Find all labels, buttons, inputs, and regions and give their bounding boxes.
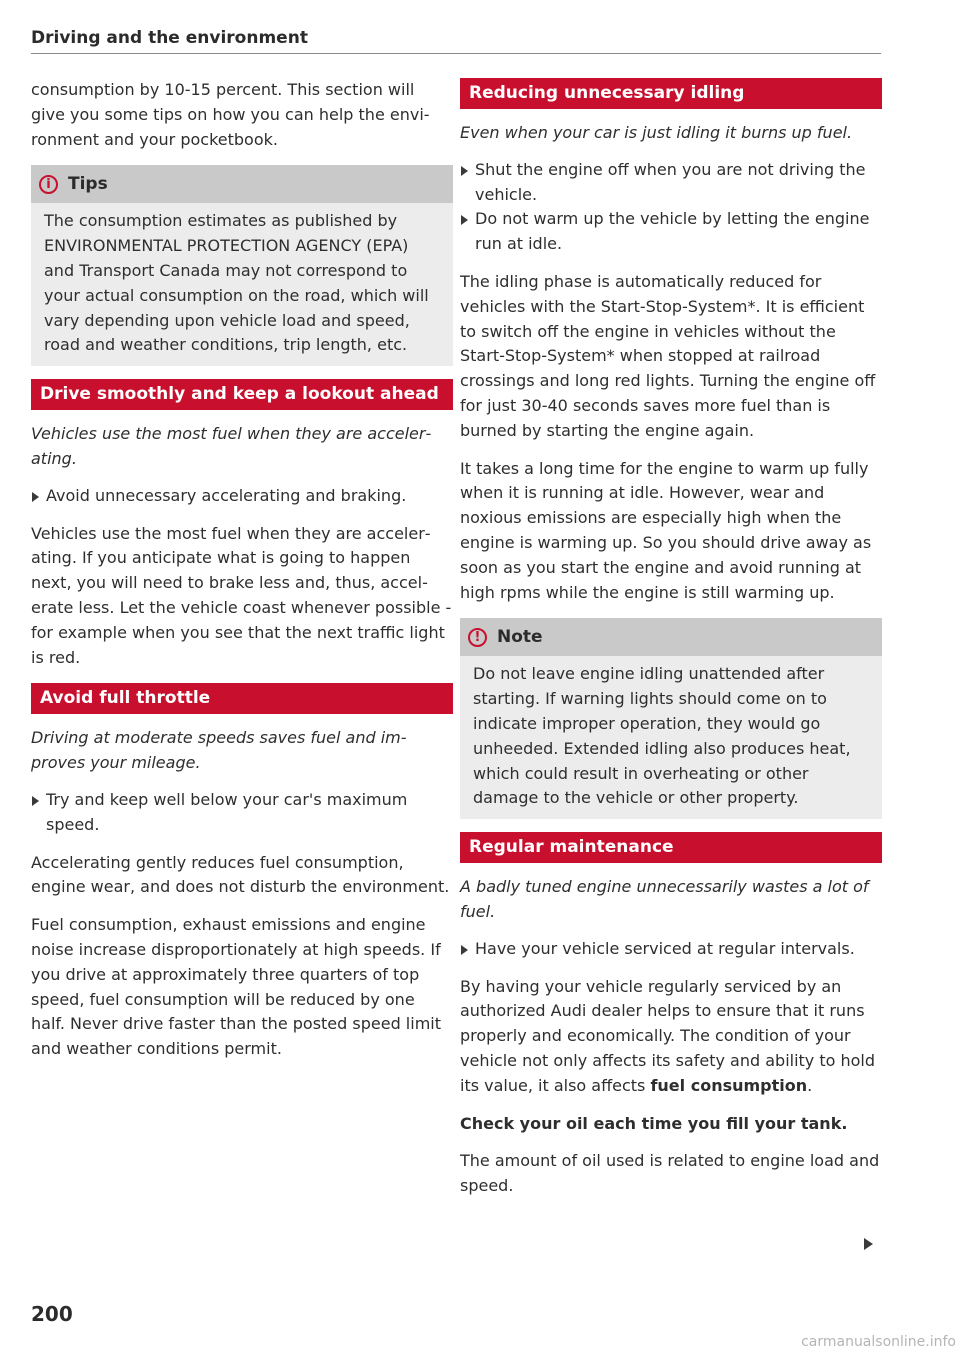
maintenance-paragraph xyxy=(460,975,882,1099)
note-text: Do not leave engine idling unattended after starting. If warning lights should come on to indicate improper operation, they would go unheeded. Extended idling also produces heat, which could result in overheating or other damage to the vehicle or other property. xyxy=(473,664,851,808)
heading-regular-maintenance: Regular maintenance xyxy=(460,832,882,863)
continued-arrow-icon xyxy=(864,1238,873,1250)
tips-box xyxy=(31,165,453,366)
bullet-text: Try and keep well below your car's maximum speed. xyxy=(46,789,408,834)
drive-smoothly-paragraph: Vehicles use the most fuel when they are accelerating. If you anticipate what is going to happen next, you will need to brake less and, thus, accelerate less. Let the vehicle coast whenever possible - for example when you see that the next traffic light is red. xyxy=(31,523,452,667)
list-item xyxy=(31,484,453,509)
note-box xyxy=(460,618,882,819)
section-header: Driving and the environment xyxy=(31,28,308,48)
bullet-text: Do not warm up the vehicle by letting the engine run at idle. xyxy=(475,209,870,254)
tips-title: Tips xyxy=(68,174,108,195)
check-oil-heading: Check your oil each time you fill your tank. xyxy=(460,1113,848,1133)
bullet-arrow-icon xyxy=(461,166,468,176)
note-title: Note xyxy=(497,627,543,648)
idling-paragraph-1: The idling phase is automatically reduced for vehicles with the Start-Stop-System*. It is efficient to switch off the engine in vehicles without the Start-Stop-System* when stopped at railroad crossings and long red lights. Turning the engine off for just 30-40 seconds saves more fuel than is burned by starting the engine again. xyxy=(460,271,876,440)
maintenance-intro: A badly tuned engine unnecessarily wastes a lot of fuel. xyxy=(460,877,869,921)
list-item xyxy=(460,937,882,962)
maintenance-text: By having your vehicle regularly serviced by an authorized Audi dealer helps to ensure that it runs properly and economically. The condition of your vehicle not only affects its safety and ability to hold its value, it also affects xyxy=(460,976,876,1095)
header-divider xyxy=(31,53,881,54)
bullet-text: Have your vehicle serviced at regular intervals. xyxy=(475,938,855,958)
note-box-header xyxy=(460,618,882,656)
bullet-arrow-icon xyxy=(32,796,39,806)
list-item xyxy=(31,788,453,838)
bullet-arrow-icon xyxy=(461,945,468,955)
tips-box-header xyxy=(31,165,453,203)
bullet-text: Shut the engine off when you are not driving the vehicle. xyxy=(475,159,866,204)
exclamation-icon: ! xyxy=(468,628,487,647)
list-item xyxy=(460,158,882,208)
tips-text: The consumption estimates as published by ENVIRONMENTAL PROTECTION AGENCY (EPA) and Transport Canada may not correspond to your actual consumption on the road, which will vary depending upon vehicle load and speed, road and weather conditions, trip length, etc. xyxy=(44,211,429,355)
info-icon: i xyxy=(39,175,58,194)
heading-avoid-full-throttle: Avoid full throttle xyxy=(31,683,453,714)
right-column xyxy=(460,78,882,1212)
intro-paragraph: consumption by 10-15 percent. This section will give you some tips on how you can help the environment and your pocketbook. xyxy=(31,80,430,149)
drive-smoothly-intro: Vehicles use the most fuel when they are accelerating. xyxy=(31,424,432,468)
oil-paragraph: The amount of oil used is related to engine load and speed. xyxy=(460,1151,880,1196)
heading-drive-smoothly: Drive smoothly and keep a lookout ahead xyxy=(31,379,453,410)
watermark: carmanualsonline.info xyxy=(801,1334,956,1350)
page-number: 200 xyxy=(31,1302,73,1326)
bullet-arrow-icon xyxy=(32,492,39,502)
heading-reducing-idling: Reducing unnecessary idling xyxy=(460,78,882,109)
maintenance-bold-text: fuel consumption xyxy=(650,1075,808,1095)
bullet-arrow-icon xyxy=(461,215,468,225)
throttle-intro: Driving at moderate speeds saves fuel and improves your mileage. xyxy=(31,728,407,773)
throttle-paragraph-2: Fuel consumption, exhaust emissions and engine noise increase disproportionately at high speeds. If you drive at approximately three quarters of top speed, fuel consumption will be reduced by one half. Never drive faster than the posted speed limit and weather conditions permit. xyxy=(31,915,441,1059)
throttle-paragraph-1: Accelerating gently reduces fuel consumption, engine wear, and does not disturb the environment. xyxy=(31,852,450,897)
idling-intro: Even when your car is just idling it burns up fuel. xyxy=(460,123,853,142)
left-column xyxy=(31,78,453,1075)
list-item xyxy=(460,207,882,257)
bullet-text: Avoid unnecessary accelerating and braking. xyxy=(46,485,407,505)
maintenance-text-end: . xyxy=(807,1075,813,1095)
idling-paragraph-2: It takes a long time for the engine to warm up fully when it is running at idle. However, wear and noxious emissions are especially high when the engine is warming up. So you should drive away as soon as you start the engine and avoid running at high rpms while the engine is still warming up. xyxy=(460,458,872,602)
